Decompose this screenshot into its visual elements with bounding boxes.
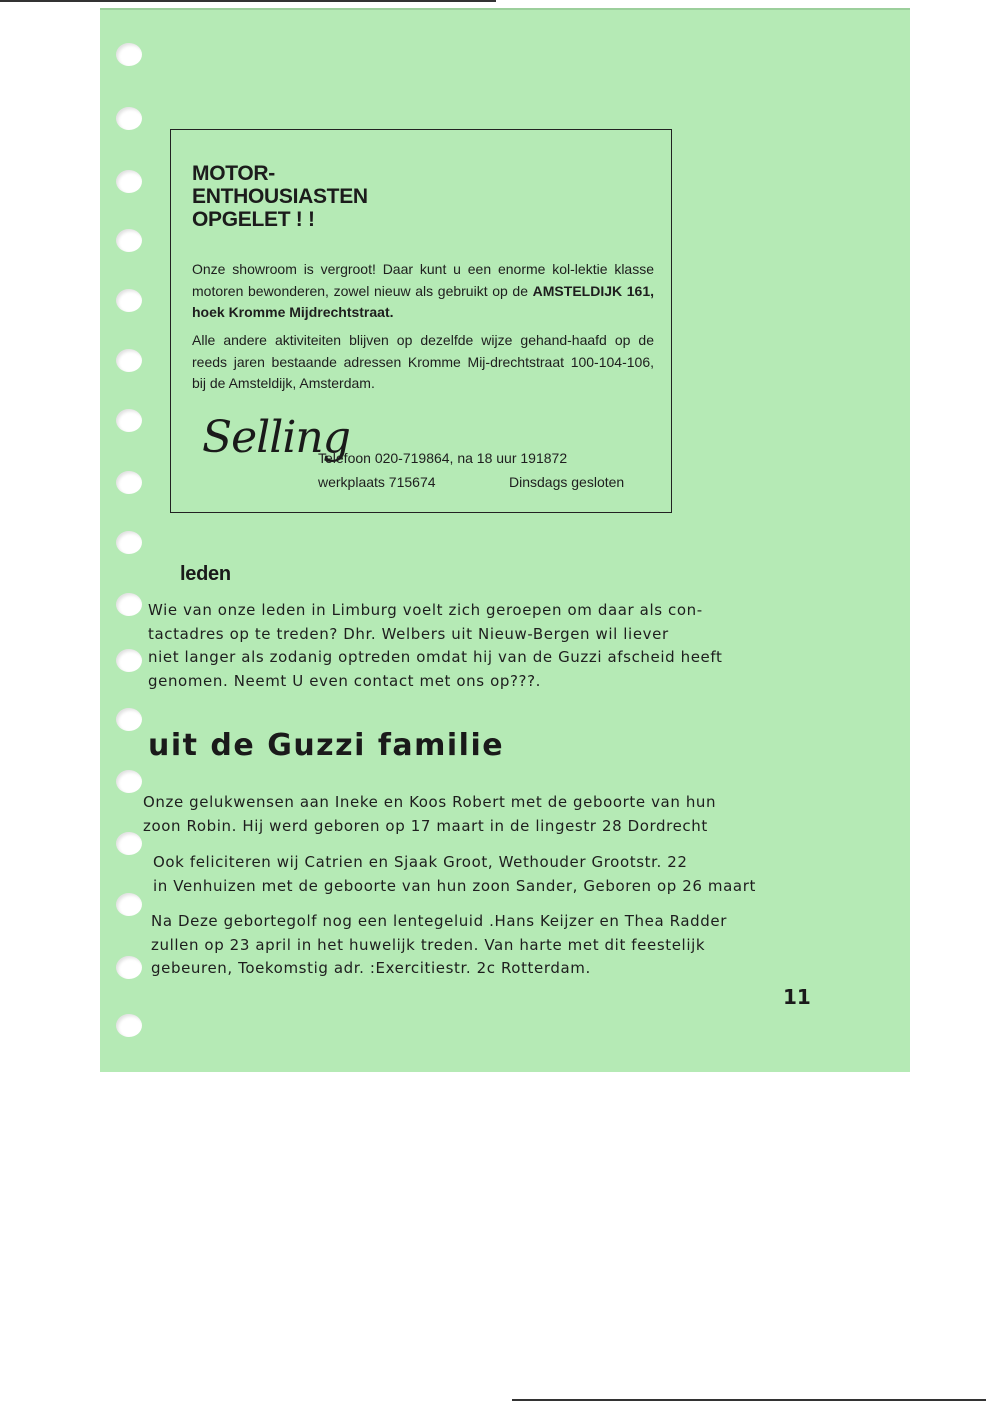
family-paragraph-1: Onze gelukwensen aan Ineke en Koos Robert met de geboorte van hun zoon Robin. Hij werd geboren op 17 maart in de lingestr 28 Dordrecht xyxy=(143,793,717,835)
binder-hole xyxy=(116,471,142,494)
selling-logo: Selling xyxy=(202,412,350,463)
leden-paragraph: Wie van onze leden in Limburg voelt zich geroepen om daar als con- tactadres op te treden? Dhr. Welbers uit Nieuw-Bergen wil liever niet langer als zodanig optreden omdat hij van de Guzzi afscheid heeft genomen. Neemt U even contact met ons op???. xyxy=(148,601,723,690)
binder-hole xyxy=(116,770,142,793)
family-paragraph-3: Na Deze gebortegolf nog een lentegeluid .Hans Keijzer en Thea Radder zullen op 23 april in het huwelijk treden. Van harte met dit feestelijk gebeuren, Toekomstig adr. :Exercitiestr. 2c Rotterdam. xyxy=(151,912,727,977)
binder-hole xyxy=(116,170,142,193)
scan-edge-line-top xyxy=(0,0,496,2)
binder-hole xyxy=(116,229,142,252)
binder-hole xyxy=(116,43,142,66)
binder-hole xyxy=(116,1014,142,1037)
advertisement-paragraph-2: Alle andere aktiviteiten blijven op dezelfde wijze gehand-haafd op de reeds jaren bestaande adressen Kromme Mij-drechtstraat 100-104-106, bij de Amsteldijk, Amsterdam. xyxy=(192,332,654,391)
scan-edge-line-bottom xyxy=(512,1399,986,1401)
advertisement-address: AMSTELDIJK 161, hoek Kromme Mijdrechtstraat. xyxy=(192,282,654,320)
advertisement-paragraph-1-text: Onze showroom is vergroot! Daar kunt u een enorme kol-lektie klasse motoren bewonderen, zowel nieuw als gebruikt op de xyxy=(192,261,654,299)
advertisement-paragraph-1 xyxy=(192,259,654,324)
binder-hole xyxy=(116,956,142,979)
page-number: 11 xyxy=(783,985,811,1009)
binder-hole xyxy=(116,409,142,432)
binder-hole xyxy=(116,107,142,130)
leden-heading: leden xyxy=(180,563,231,585)
binder-hole xyxy=(116,708,142,731)
binder-hole xyxy=(116,593,142,616)
binder-hole xyxy=(116,649,142,672)
advertisement-closed: Dinsdags gesloten xyxy=(509,474,625,490)
binder-hole xyxy=(116,349,142,372)
binder-hole xyxy=(116,531,142,554)
family-heading: uit de Guzzi familie xyxy=(148,728,505,763)
binder-hole xyxy=(116,289,142,312)
advertisement-phone: Telefoon 020-719864, na 18 uur 191872 xyxy=(318,450,568,466)
advertisement-workshop: werkplaats 715674 xyxy=(318,474,436,490)
binder-hole xyxy=(116,893,142,916)
family-paragraph-2: Ook feliciteren wij Catrien en Sjaak Groot, Wethouder Grootstr. 22 in Venhuizen met de geboorte van hun zoon Sander, Geboren op 26 maart xyxy=(153,853,756,895)
advertisement-title: MOTOR- ENTHOUSIASTEN OPGELET ! ! xyxy=(192,162,368,231)
binder-hole xyxy=(116,832,142,855)
